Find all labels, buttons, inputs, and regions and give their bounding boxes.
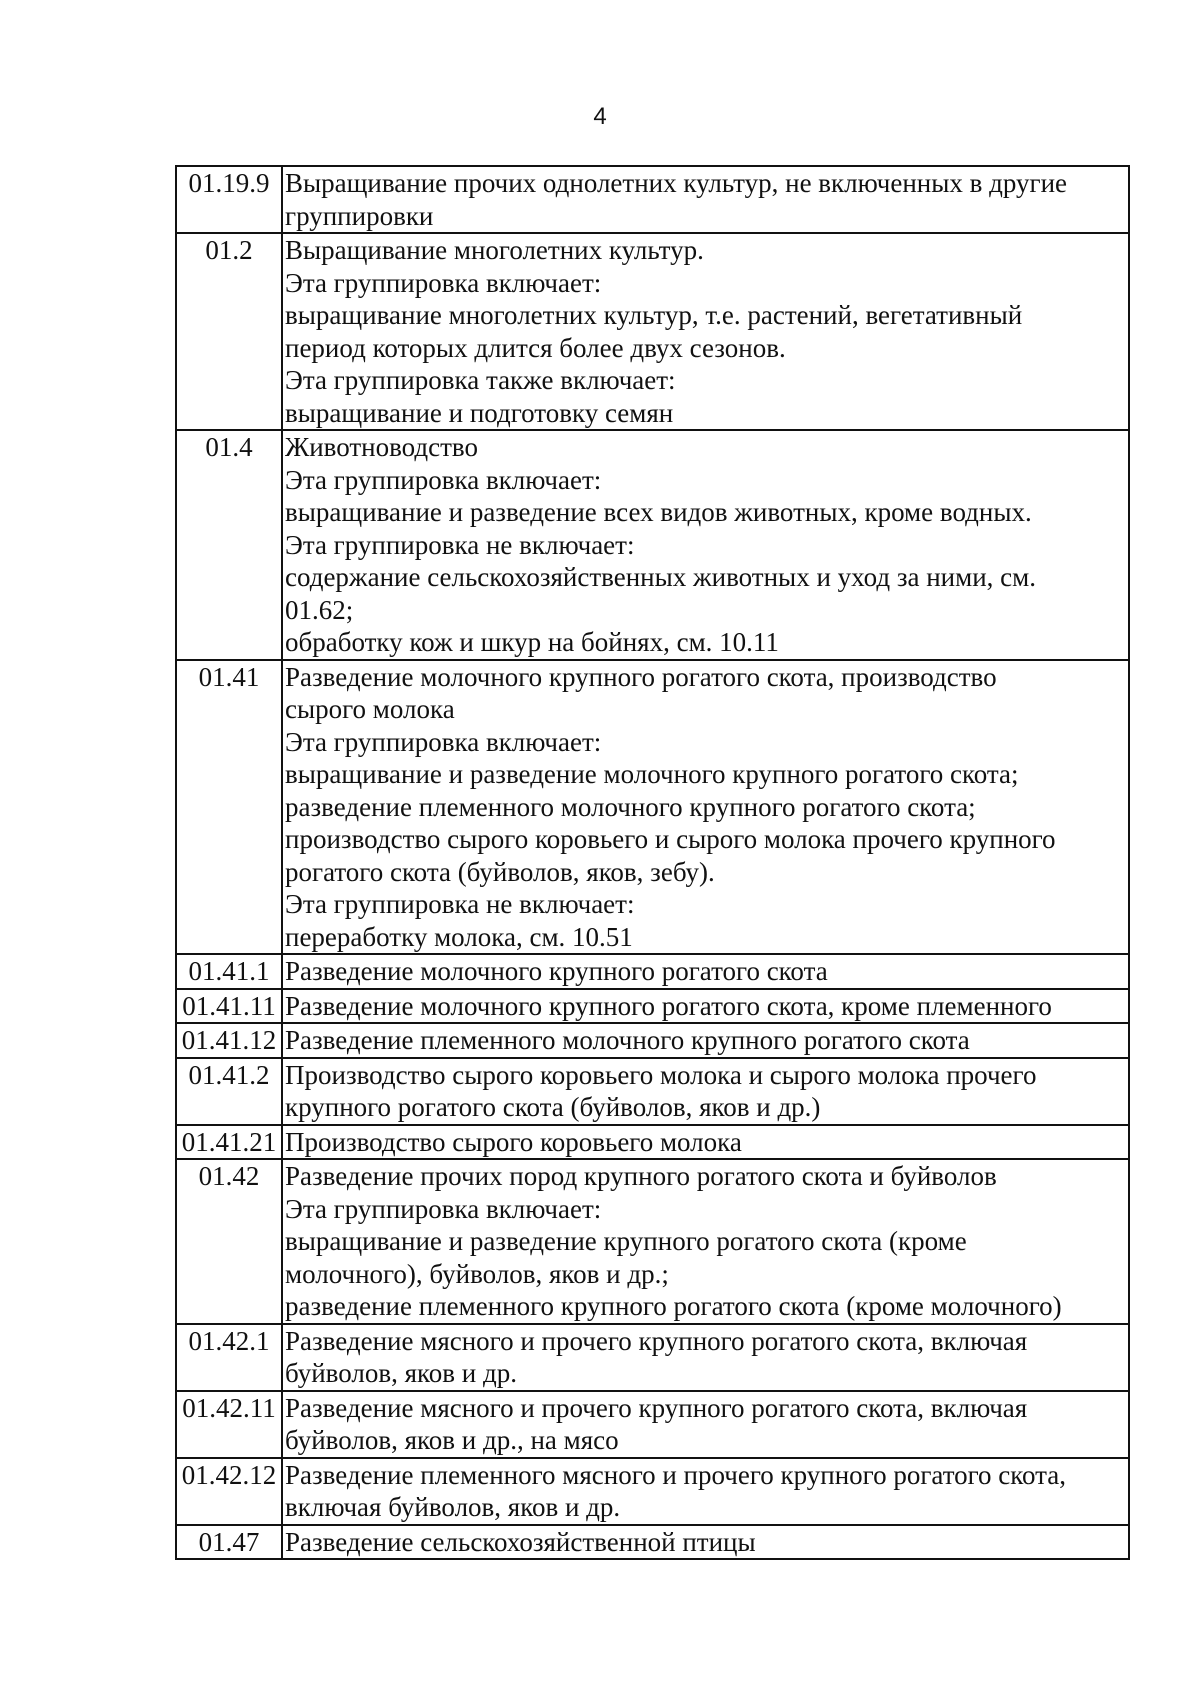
row-description xyxy=(282,430,1129,660)
row-code: 01.41.2 xyxy=(176,1058,282,1125)
description-line: Животноводство xyxy=(285,432,478,462)
row-description xyxy=(282,1058,1129,1125)
row-description xyxy=(282,1159,1129,1324)
description-line: буйволов, яков и др. xyxy=(285,1358,517,1388)
description-line: выращивание и разведение всех видов животных, кроме водных. xyxy=(285,497,1032,527)
row-description xyxy=(282,1525,1129,1560)
table-row xyxy=(176,954,1129,989)
table-body xyxy=(176,166,1129,1559)
row-description xyxy=(282,233,1129,430)
classification-table xyxy=(175,165,1130,1560)
table-row xyxy=(176,1023,1129,1058)
description-line: группировки xyxy=(285,200,434,231)
description-line: Производство сырого коровьего молока xyxy=(285,1126,742,1157)
description-line: Разведение сельскохозяйственной птицы xyxy=(285,1526,756,1557)
description-line: 01.62; xyxy=(285,594,354,625)
description-line: Эта группировка не включает: xyxy=(285,889,635,919)
description-line: Эта группировка включает: xyxy=(285,267,602,298)
description-line: Эта группировка включает: xyxy=(285,464,602,495)
page-number: 4 xyxy=(593,103,607,130)
row-code: 01.47 xyxy=(176,1525,282,1560)
description-line: Разведение племенного молочного крупного рогатого скота xyxy=(285,1025,970,1055)
description-line: период которых длится более двух сезонов. xyxy=(285,332,786,363)
table-row xyxy=(176,660,1129,955)
table-row xyxy=(176,1525,1129,1560)
row-code: 01.41.12 xyxy=(176,1023,282,1058)
table-row xyxy=(176,233,1129,430)
row-description xyxy=(282,1458,1129,1525)
row-code: 01.19.9 xyxy=(176,166,282,233)
description-line: молочного), буйволов, яков и др.; xyxy=(285,1258,669,1289)
description-line: Эта группировка не включает: xyxy=(285,529,635,560)
description-line: выращивание многолетних культур, т.е. растений, вегетативный xyxy=(285,300,1023,330)
table-row xyxy=(176,1125,1129,1160)
description-line: включая буйволов, яков и др. xyxy=(285,1492,621,1522)
row-description xyxy=(282,166,1129,233)
description-line: переработку молока, см. 10.51 xyxy=(285,921,633,952)
description-line: сырого молока xyxy=(285,694,455,724)
description-line: Эта группировка также включает: xyxy=(285,365,676,395)
row-description xyxy=(282,1391,1129,1458)
table-row xyxy=(176,1058,1129,1125)
row-code: 01.4 xyxy=(176,430,282,660)
description-line: Эта группировка включает: xyxy=(285,1193,602,1224)
description-line: Разведение молочного крупного рогатого скота, производство xyxy=(285,661,997,692)
row-code: 01.42.12 xyxy=(176,1458,282,1525)
description-line: Выращивание многолетних культур. xyxy=(285,235,704,265)
row-code: 01.41.1 xyxy=(176,954,282,989)
description-line: выращивание и разведение молочного крупного рогатого скота; xyxy=(285,759,1019,789)
table-row xyxy=(176,166,1129,233)
description-line: разведение племенного молочного крупного рогатого скота; xyxy=(285,791,976,822)
row-code: 01.42.1 xyxy=(176,1324,282,1391)
row-code: 01.42.11 xyxy=(176,1391,282,1458)
row-description xyxy=(282,954,1129,989)
table-row xyxy=(176,1458,1129,1525)
description-line: Эта группировка включает: xyxy=(285,726,602,757)
table-row xyxy=(176,989,1129,1024)
row-code: 01.2 xyxy=(176,233,282,430)
row-description xyxy=(282,1324,1129,1391)
description-line: выращивание и разведение крупного рогатого скота (кроме xyxy=(285,1226,967,1256)
description-line: Разведение молочного крупного рогатого скота xyxy=(285,956,828,986)
table-row xyxy=(176,1159,1129,1324)
row-code: 01.41.11 xyxy=(176,989,282,1024)
row-code: 01.42 xyxy=(176,1159,282,1324)
table-row xyxy=(176,1391,1129,1458)
description-line: буйволов, яков и др., на мясо xyxy=(285,1425,619,1455)
row-code: 01.41.21 xyxy=(176,1125,282,1160)
row-description xyxy=(282,989,1129,1024)
table-row xyxy=(176,1324,1129,1391)
row-description xyxy=(282,660,1129,955)
row-description xyxy=(282,1023,1129,1058)
description-line: обработку кож и шкур на бойнях, см. 10.11 xyxy=(285,627,779,657)
description-line: Производство сырого коровьего молока и сырого молока прочего xyxy=(285,1059,1037,1090)
description-line: рогатого скота (буйволов, яков, зебу). xyxy=(285,856,715,887)
description-line: содержание сельскохозяйственных животных и уход за ними, см. xyxy=(285,562,1036,592)
description-line: Разведение прочих пород крупного рогатого скота и буйволов xyxy=(285,1161,997,1191)
row-code: 01.41 xyxy=(176,660,282,955)
description-line: Разведение мясного и прочего крупного рогатого скота, включая xyxy=(285,1392,1028,1423)
description-line: Разведение мясного и прочего крупного рогатого скота, включая xyxy=(285,1325,1028,1356)
description-line: выращивание и подготовку семян xyxy=(285,397,674,428)
description-line: Разведение племенного мясного и прочего крупного рогатого скота, xyxy=(285,1459,1067,1490)
table-row xyxy=(176,430,1129,660)
row-description xyxy=(282,1125,1129,1160)
description-line: разведение племенного крупного рогатого скота (кроме молочного) xyxy=(285,1291,1062,1321)
description-line: Выращивание прочих однолетних культур, не включенных в другие xyxy=(285,168,1068,198)
description-line: Разведение молочного крупного рогатого скота, кроме племенного xyxy=(285,990,1052,1021)
description-line: крупного рогатого скота (буйволов, яков и др.) xyxy=(285,1092,821,1122)
description-line: производство сырого коровьего и сырого молока прочего крупного xyxy=(285,824,1056,854)
